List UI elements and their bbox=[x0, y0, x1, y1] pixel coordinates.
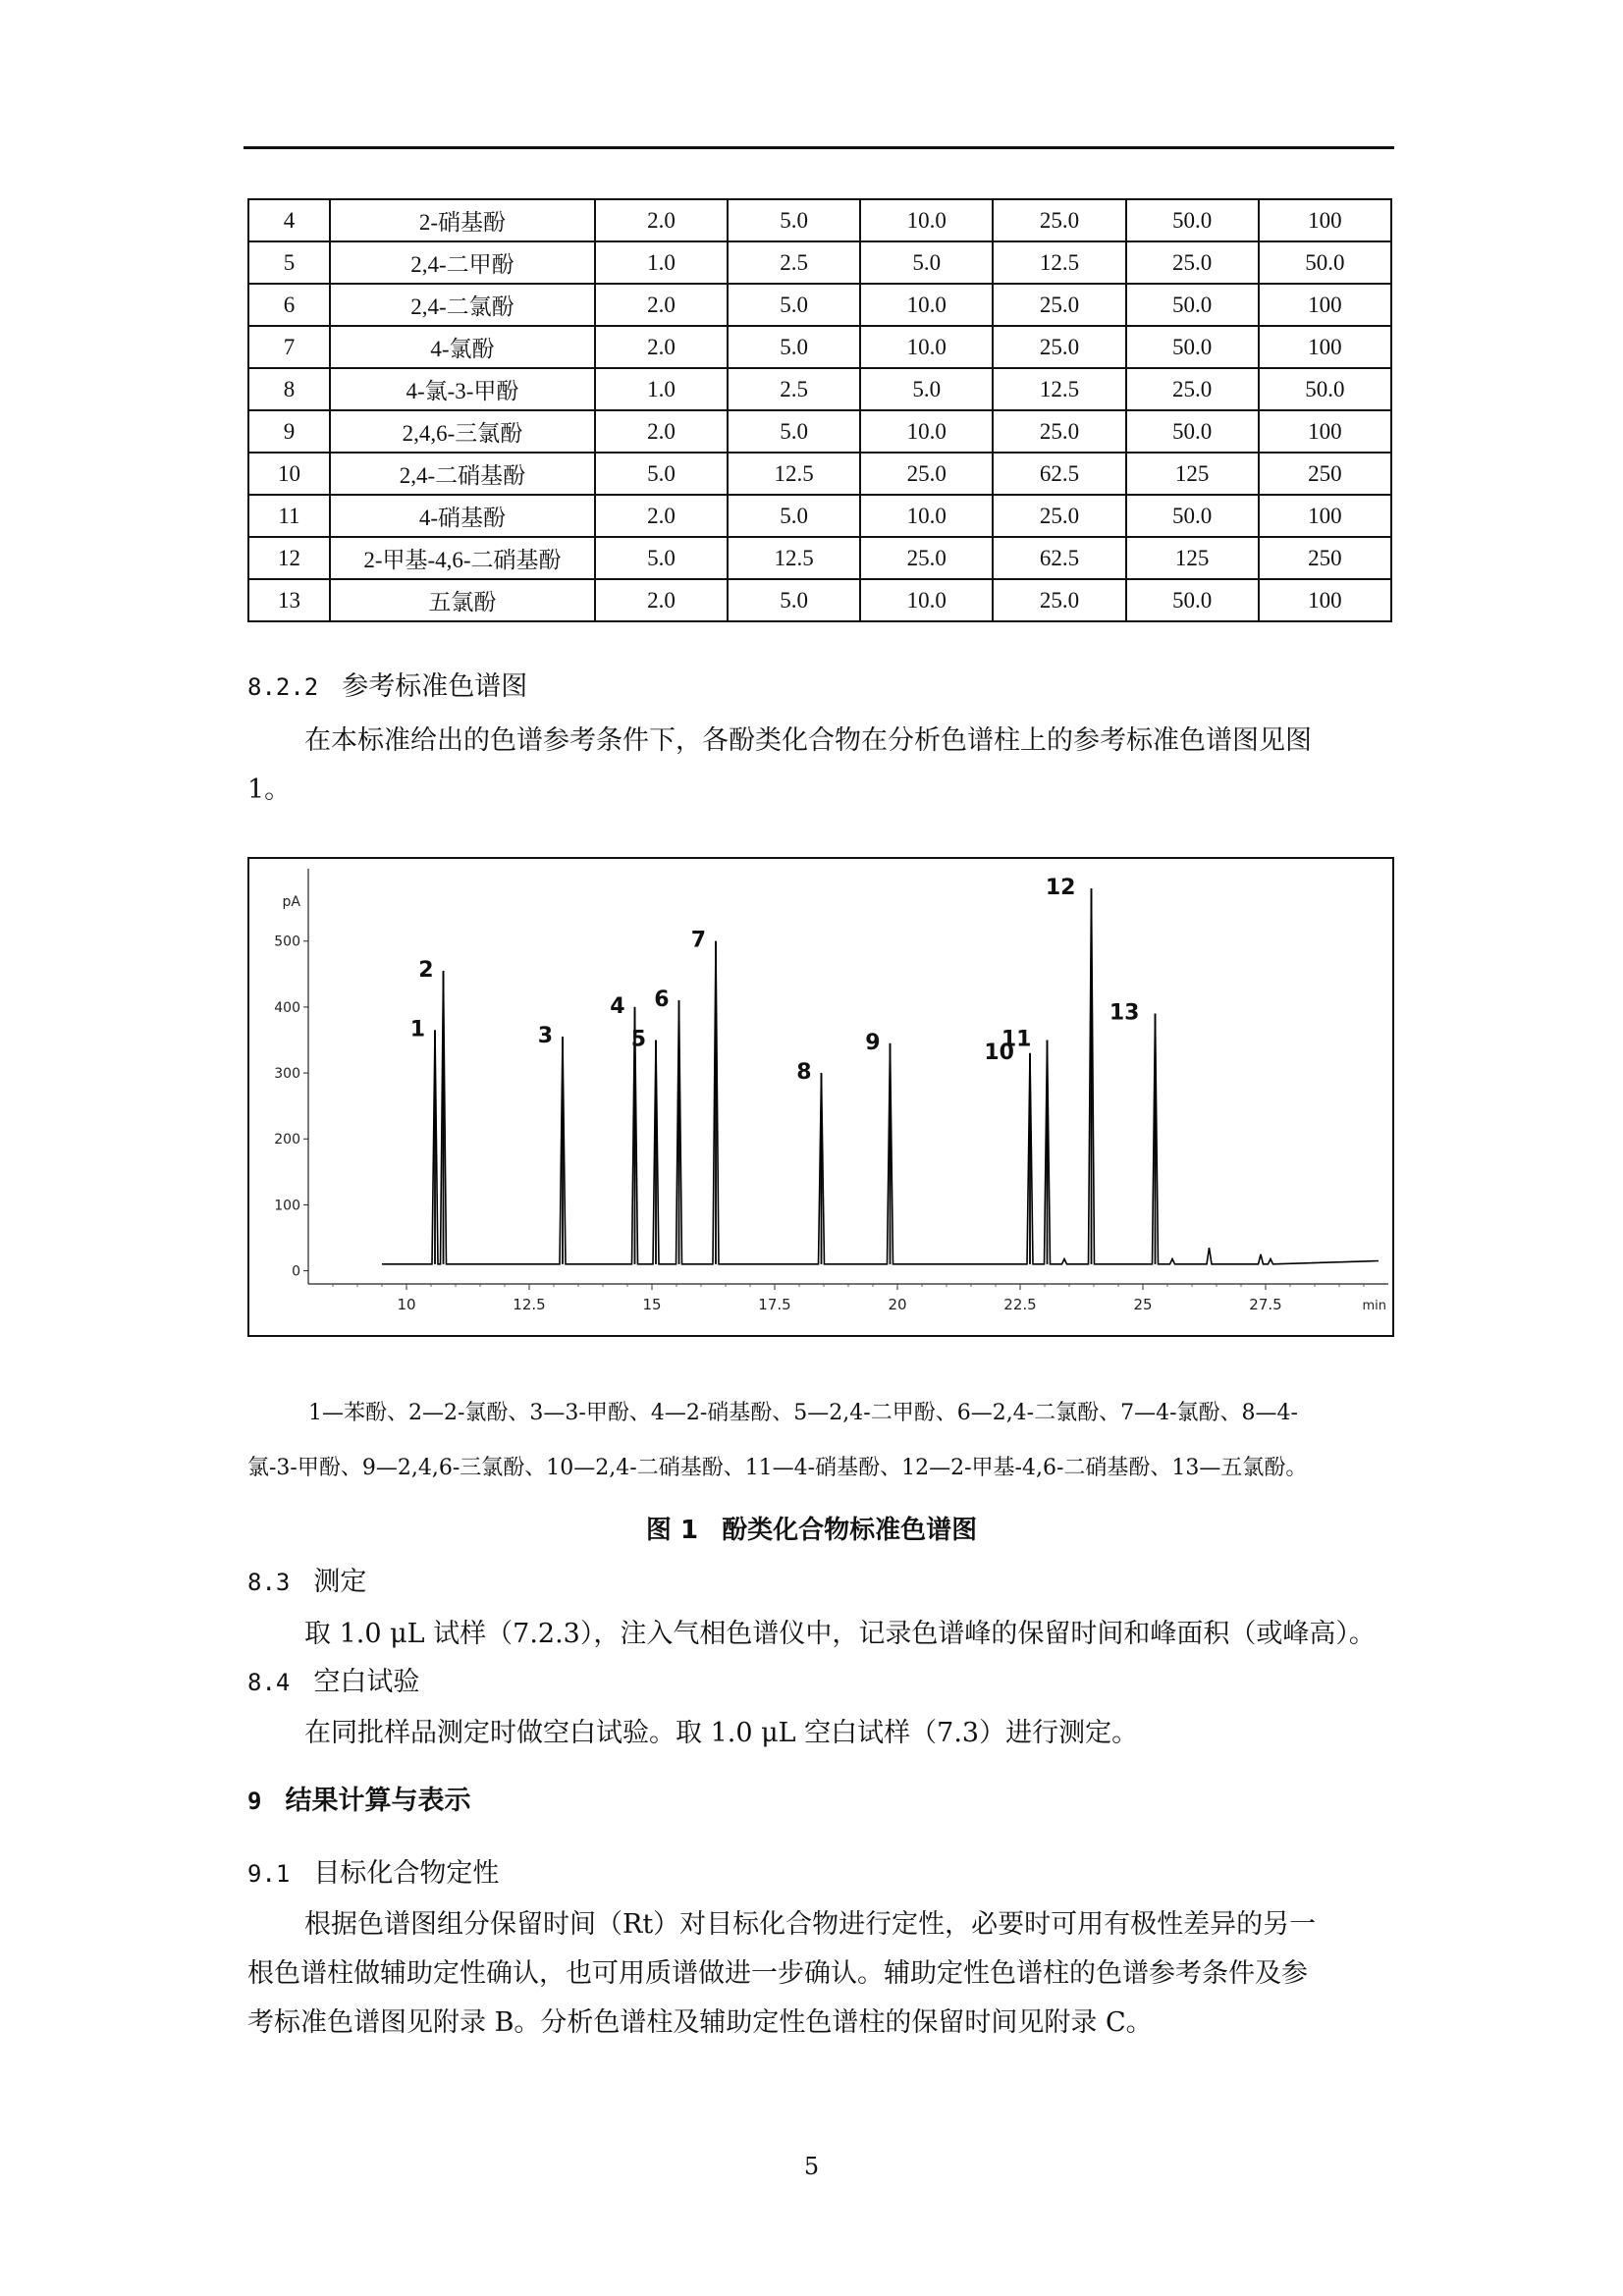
cell-compound: 2,4-二甲酚 bbox=[330, 241, 595, 284]
peak-label-6: 6 bbox=[654, 988, 670, 1013]
table-row bbox=[248, 537, 1391, 579]
cell-concentration: 5.0 bbox=[860, 368, 993, 410]
cell-compound: 2,4,6-三氯酚 bbox=[330, 410, 595, 453]
cell-concentration: 5.0 bbox=[728, 199, 860, 241]
section-8-4-heading bbox=[247, 1666, 419, 1699]
cell-concentration: 100 bbox=[1259, 199, 1391, 241]
cell-compound: 4-硝基酚 bbox=[330, 495, 595, 537]
section-number: 8.2.2 bbox=[247, 673, 319, 701]
cell-concentration: 10.0 bbox=[860, 579, 993, 621]
peak-label-8: 8 bbox=[796, 1060, 812, 1086]
table-row bbox=[248, 368, 1391, 410]
peak-label-2: 2 bbox=[418, 957, 434, 983]
cell-concentration: 12.5 bbox=[728, 537, 860, 579]
chromatogram-trace bbox=[382, 888, 1379, 1264]
cell-concentration: 250 bbox=[1259, 537, 1391, 579]
section-number: 9.1 bbox=[247, 1860, 291, 1888]
cell-concentration: 25.0 bbox=[993, 199, 1125, 241]
cell-concentration: 5.0 bbox=[595, 537, 728, 579]
cell-compound: 五氯酚 bbox=[330, 579, 595, 621]
cell-concentration: 50.0 bbox=[1126, 579, 1259, 621]
x-tick-label: 15 bbox=[642, 1296, 662, 1313]
legend-line: 氯-3-甲酚、9—2,4,6-三氯酚、10—2,4-二硝基酚、11—4-硝基酚、12—2-甲基-4,6-二硝基酚、13—五氯酚。 bbox=[247, 1456, 1308, 1480]
cell-number: 5 bbox=[248, 241, 330, 284]
cell-concentration: 25.0 bbox=[993, 410, 1125, 453]
cell-concentration: 10.0 bbox=[860, 410, 993, 453]
cell-concentration: 25.0 bbox=[1126, 368, 1259, 410]
cell-concentration: 100 bbox=[1259, 284, 1391, 326]
chromatogram-figure bbox=[247, 857, 1394, 1337]
cell-concentration: 1.0 bbox=[595, 368, 728, 410]
page-number: 5 bbox=[803, 2153, 820, 2180]
chromatogram-chart bbox=[249, 859, 1392, 1335]
figure-title: 酚类化合物标准色谱图 bbox=[722, 1516, 978, 1545]
table-row bbox=[248, 284, 1391, 326]
x-tick-label: 17.5 bbox=[758, 1296, 791, 1313]
section-title: 参考标准色谱图 bbox=[342, 671, 528, 702]
section-title: 目标化合物定性 bbox=[313, 1858, 500, 1889]
section-number: 9 bbox=[247, 1788, 262, 1815]
x-tick-label: 27.5 bbox=[1249, 1296, 1282, 1313]
cell-number: 7 bbox=[248, 326, 330, 368]
peak-label-3: 3 bbox=[537, 1024, 553, 1049]
x-axis-unit: min bbox=[1362, 1299, 1386, 1313]
cell-concentration: 62.5 bbox=[993, 453, 1125, 495]
cell-concentration: 50.0 bbox=[1126, 199, 1259, 241]
cell-number: 11 bbox=[248, 495, 330, 537]
cell-concentration: 2.0 bbox=[595, 579, 728, 621]
paragraph-line: 1。 bbox=[247, 774, 292, 805]
section-8-3-heading bbox=[247, 1566, 366, 1599]
cell-concentration: 5.0 bbox=[728, 284, 860, 326]
peak-label-9: 9 bbox=[865, 1030, 881, 1055]
peak-label-5: 5 bbox=[630, 1027, 646, 1052]
cell-concentration: 50.0 bbox=[1126, 495, 1259, 537]
cell-concentration: 10.0 bbox=[860, 495, 993, 537]
table-row bbox=[248, 453, 1391, 495]
y-tick-label: 500 bbox=[274, 934, 300, 950]
figure-caption bbox=[0, 1510, 1623, 1546]
cell-concentration: 25.0 bbox=[993, 495, 1125, 537]
cell-compound: 2,4-二氯酚 bbox=[330, 284, 595, 326]
table-row bbox=[248, 495, 1391, 537]
cell-concentration: 50.0 bbox=[1259, 368, 1391, 410]
table-row bbox=[248, 410, 1391, 453]
x-tick-label: 22.5 bbox=[1003, 1296, 1037, 1313]
cell-concentration: 1.0 bbox=[595, 241, 728, 284]
section-8-3-text bbox=[247, 1610, 1394, 1659]
header-rule bbox=[243, 146, 1394, 149]
cell-number: 4 bbox=[248, 199, 330, 241]
cell-number: 8 bbox=[248, 368, 330, 410]
paragraph-line: 取 1.0 μL 试样（7.2.3），注入气相色谱仪中，记录色谱峰的保留时间和峰面积（或峰高）。 bbox=[304, 1619, 1376, 1649]
cell-number: 13 bbox=[248, 579, 330, 621]
cell-concentration: 2.0 bbox=[595, 199, 728, 241]
cell-concentration: 5.0 bbox=[860, 241, 993, 284]
cell-concentration: 2.0 bbox=[595, 326, 728, 368]
cell-concentration: 50.0 bbox=[1259, 241, 1391, 284]
concentration-table bbox=[247, 198, 1392, 622]
cell-number: 6 bbox=[248, 284, 330, 326]
cell-concentration: 125 bbox=[1126, 537, 1259, 579]
table-row bbox=[248, 199, 1391, 241]
cell-concentration: 25.0 bbox=[1126, 241, 1259, 284]
cell-number: 12 bbox=[248, 537, 330, 579]
section-8-2-2-heading bbox=[247, 670, 527, 704]
cell-concentration: 2.0 bbox=[595, 410, 728, 453]
cell-concentration: 25.0 bbox=[993, 326, 1125, 368]
y-tick-label: 300 bbox=[274, 1066, 300, 1083]
section-9-heading bbox=[247, 1785, 470, 1818]
y-axis-unit: pA bbox=[282, 894, 300, 910]
section-number: 8.3 bbox=[247, 1569, 291, 1596]
cell-concentration: 10.0 bbox=[860, 284, 993, 326]
cell-concentration: 12.5 bbox=[728, 453, 860, 495]
cell-concentration: 100 bbox=[1259, 326, 1391, 368]
y-tick-label: 400 bbox=[274, 999, 300, 1016]
section-8-2-2-text bbox=[247, 717, 1394, 815]
paragraph-line: 根据色谱图组分保留时间（Rt）对目标化合物进行定性，必要时可用有极性差异的另一 bbox=[304, 1909, 1317, 1940]
cell-concentration: 12.5 bbox=[993, 241, 1125, 284]
cell-concentration: 2.0 bbox=[595, 495, 728, 537]
x-tick-label: 20 bbox=[888, 1296, 907, 1313]
cell-compound: 2-甲基-4,6-二硝基酚 bbox=[330, 537, 595, 579]
cell-concentration: 25.0 bbox=[860, 453, 993, 495]
cell-concentration: 5.0 bbox=[728, 495, 860, 537]
section-number: 8.4 bbox=[247, 1669, 291, 1696]
section-8-4-text bbox=[247, 1709, 1394, 1758]
cell-concentration: 125 bbox=[1126, 453, 1259, 495]
cell-concentration: 100 bbox=[1259, 579, 1391, 621]
x-tick-label: 10 bbox=[397, 1296, 416, 1313]
cell-concentration: 50.0 bbox=[1126, 326, 1259, 368]
table-row bbox=[248, 326, 1391, 368]
peak-label-12: 12 bbox=[1045, 876, 1076, 900]
cell-concentration: 2.5 bbox=[728, 241, 860, 284]
section-title: 结果计算与表示 bbox=[285, 1786, 471, 1816]
peak-label-10: 10 bbox=[984, 1040, 1014, 1065]
cell-concentration: 10.0 bbox=[860, 326, 993, 368]
cell-concentration: 10.0 bbox=[860, 199, 993, 241]
paragraph-line: 考标准色谱图见附录 B。分析色谱柱及辅助定性色谱柱的保留时间见附录 C。 bbox=[247, 2007, 1153, 2038]
section-title: 测定 bbox=[313, 1567, 367, 1597]
cell-concentration: 5.0 bbox=[728, 579, 860, 621]
peak-label-1: 1 bbox=[409, 1017, 425, 1042]
cell-compound: 2,4-二硝基酚 bbox=[330, 453, 595, 495]
cell-concentration: 62.5 bbox=[993, 537, 1125, 579]
peak-label-7: 7 bbox=[690, 928, 706, 953]
table-row bbox=[248, 241, 1391, 284]
x-tick-label: 12.5 bbox=[513, 1296, 546, 1313]
cell-concentration: 2.5 bbox=[728, 368, 860, 410]
cell-concentration: 5.0 bbox=[595, 453, 728, 495]
cell-number: 9 bbox=[248, 410, 330, 453]
cell-concentration: 50.0 bbox=[1126, 410, 1259, 453]
cell-concentration: 100 bbox=[1259, 410, 1391, 453]
section-title: 空白试验 bbox=[313, 1667, 420, 1697]
y-tick-label: 0 bbox=[292, 1263, 300, 1280]
cell-compound: 4-氯-3-甲酚 bbox=[330, 368, 595, 410]
legend-line: 1—苯酚、2—2-氯酚、3—3-甲酚、4—2-硝基酚、5—2,4-二甲酚、6—2,4-二氯酚、7—4-氯酚、8—4- bbox=[308, 1401, 1298, 1425]
y-tick-label: 100 bbox=[274, 1198, 300, 1214]
cell-concentration: 25.0 bbox=[993, 579, 1125, 621]
peak-label-4: 4 bbox=[610, 993, 625, 1019]
cell-concentration: 25.0 bbox=[860, 537, 993, 579]
cell-concentration: 25.0 bbox=[993, 284, 1125, 326]
paragraph-line: 在本标准给出的色谱参考条件下，各酚类化合物在分析色谱柱上的参考标准色谱图见图 bbox=[304, 725, 1312, 756]
table-row bbox=[248, 579, 1391, 621]
peak-label-13: 13 bbox=[1109, 1000, 1140, 1026]
cell-concentration: 100 bbox=[1259, 495, 1391, 537]
cell-concentration: 5.0 bbox=[728, 410, 860, 453]
cell-concentration: 12.5 bbox=[993, 368, 1125, 410]
paragraph-line: 在同批样品测定时做空白试验。取 1.0 μL 空白试样（7.3）进行测定。 bbox=[304, 1718, 1139, 1748]
section-9-1-heading bbox=[247, 1857, 499, 1891]
x-tick-label: 25 bbox=[1133, 1296, 1153, 1313]
paragraph-line: 根色谱柱做辅助定性确认，也可用质谱做进一步确认。辅助定性色谱柱的色谱参考条件及参 bbox=[247, 1958, 1308, 1989]
cell-compound: 2-硝基酚 bbox=[330, 199, 595, 241]
cell-concentration: 250 bbox=[1259, 453, 1391, 495]
cell-concentration: 2.0 bbox=[595, 284, 728, 326]
y-tick-label: 200 bbox=[274, 1132, 300, 1148]
figure-label: 图 1 bbox=[645, 1516, 699, 1545]
cell-concentration: 50.0 bbox=[1126, 284, 1259, 326]
cell-number: 10 bbox=[248, 453, 330, 495]
peak-label-11: 11 bbox=[1001, 1027, 1032, 1052]
cell-compound: 4-氯酚 bbox=[330, 326, 595, 368]
figure-legend bbox=[247, 1386, 1394, 1496]
section-9-1-text bbox=[247, 1900, 1394, 2048]
cell-concentration: 5.0 bbox=[728, 326, 860, 368]
